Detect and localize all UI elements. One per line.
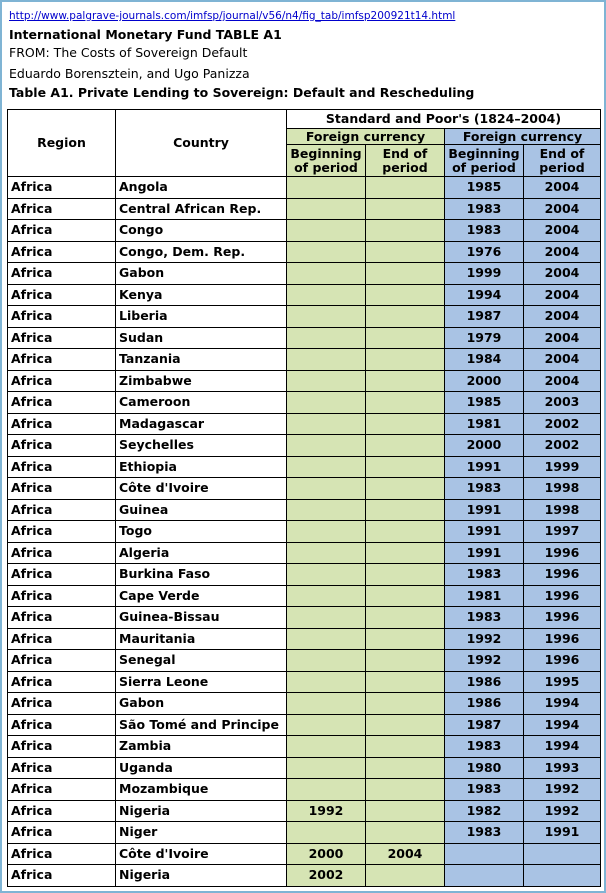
fc-beginning-cell-right: 1976 [445, 241, 524, 263]
fc-end-cell-left [366, 585, 445, 607]
country-cell: Senegal [116, 650, 287, 672]
default-rescheduling-table [7, 109, 601, 887]
fc-end-cell-right: 2004 [524, 306, 601, 328]
fc-beginning-cell-left [287, 370, 366, 392]
fc-beginning-cell-right [445, 865, 524, 887]
fc-beginning-cell-right: 1983 [445, 564, 524, 586]
region-cell: Africa [8, 843, 116, 865]
table-row [8, 499, 601, 521]
fc-end-cell-right: 1996 [524, 585, 601, 607]
fc-beginning-cell-left [287, 198, 366, 220]
document-title: International Monetary Fund TABLE A1 [9, 27, 282, 42]
region-cell: Africa [8, 693, 116, 715]
fc-end-cell-left [366, 779, 445, 801]
header-row-group [8, 110, 601, 129]
fc-end-cell-left [366, 865, 445, 887]
region-cell: Africa [8, 607, 116, 629]
country-cell: Uganda [116, 757, 287, 779]
fc-end-cell-right: 2004 [524, 263, 601, 285]
table-row [8, 607, 601, 629]
country-cell: Togo [116, 521, 287, 543]
fc-beginning-cell-right: 1987 [445, 306, 524, 328]
fc-beginning-cell-left [287, 521, 366, 543]
fc-end-cell-right: 1994 [524, 714, 601, 736]
fc-end-cell-right: 2004 [524, 241, 601, 263]
region-cell: Africa [8, 800, 116, 822]
fc-beginning-cell-right: 1991 [445, 499, 524, 521]
fc-beginning-cell-left [287, 327, 366, 349]
region-cell: Africa [8, 650, 116, 672]
region-cell: Africa [8, 263, 116, 285]
country-cell: Liberia [116, 306, 287, 328]
end-right-line1: End of [539, 145, 585, 161]
fc-end-cell-left [366, 284, 445, 306]
fc-beginning-cell-right: 1991 [445, 456, 524, 478]
region-cell: Africa [8, 542, 116, 564]
region-cell: Africa [8, 628, 116, 650]
table-row [8, 693, 601, 715]
fc-end-cell-right: 2002 [524, 413, 601, 435]
country-cell: Algeria [116, 542, 287, 564]
beginning-left-line2: of period [294, 159, 358, 175]
region-cell: Africa [8, 865, 116, 887]
foreign-currency-header-left: Foreign currency [287, 129, 445, 145]
authors-line: Eduardo Borensztein, and Ugo Panizza [9, 66, 250, 81]
fc-end-cell-right: 1996 [524, 607, 601, 629]
fc-end-cell-right: 1993 [524, 757, 601, 779]
fc-end-cell-right: 1998 [524, 478, 601, 500]
region-cell: Africa [8, 736, 116, 758]
fc-beginning-cell-right: 1992 [445, 650, 524, 672]
fc-end-cell-right: 1996 [524, 542, 601, 564]
fc-end-cell-left [366, 327, 445, 349]
country-cell: Central African Rep. [116, 198, 287, 220]
fc-end-cell-right: 2004 [524, 284, 601, 306]
fc-beginning-cell-left [287, 306, 366, 328]
country-cell: Côte d'Ivoire [116, 478, 287, 500]
region-cell: Africa [8, 671, 116, 693]
fc-beginning-cell-right: 1981 [445, 413, 524, 435]
region-cell: Africa [8, 456, 116, 478]
region-cell: Africa [8, 413, 116, 435]
foreign-currency-header-right: Foreign currency [445, 129, 601, 145]
fc-end-cell-right: 1994 [524, 693, 601, 715]
region-cell: Africa [8, 435, 116, 457]
fc-beginning-cell-right: 1983 [445, 220, 524, 242]
country-cell: Mozambique [116, 779, 287, 801]
fc-end-cell-right: 2004 [524, 370, 601, 392]
sp-group-header: Standard and Poor's (1824–2004) [287, 110, 601, 129]
fc-beginning-cell-left [287, 177, 366, 199]
fc-beginning-cell-right: 1985 [445, 392, 524, 414]
fc-end-cell-left [366, 542, 445, 564]
country-cell: Kenya [116, 284, 287, 306]
fc-beginning-cell-right: 1982 [445, 800, 524, 822]
fc-beginning-cell-left [287, 714, 366, 736]
fc-end-cell-left [366, 693, 445, 715]
region-cell: Africa [8, 757, 116, 779]
region-cell: Africa [8, 284, 116, 306]
region-cell: Africa [8, 822, 116, 844]
fc-beginning-cell-right: 1983 [445, 607, 524, 629]
fc-end-cell-left [366, 177, 445, 199]
fc-beginning-cell-right: 1984 [445, 349, 524, 371]
fc-beginning-cell-left [287, 736, 366, 758]
fc-end-cell-right: 2003 [524, 392, 601, 414]
country-cell: Nigeria [116, 865, 287, 887]
source-url-link[interactable]: http://www.palgrave-journals.com/imfsp/journal/v56/n4/fig_tab/imfsp200921t14.html [9, 10, 456, 22]
fc-beginning-cell-left [287, 822, 366, 844]
table-row [8, 306, 601, 328]
fc-beginning-cell-left [287, 779, 366, 801]
region-cell: Africa [8, 198, 116, 220]
fc-beginning-cell-right: 1983 [445, 478, 524, 500]
country-cell: Sudan [116, 327, 287, 349]
region-column-header: Region [8, 110, 116, 177]
fc-end-cell-left [366, 499, 445, 521]
table-row [8, 198, 601, 220]
table-row [8, 220, 601, 242]
table-row [8, 478, 601, 500]
fc-beginning-cell-right: 1986 [445, 671, 524, 693]
country-cell: Seychelles [116, 435, 287, 457]
fc-end-cell-right [524, 865, 601, 887]
fc-end-cell-right: 1996 [524, 628, 601, 650]
fc-end-cell-right: 2004 [524, 327, 601, 349]
fc-beginning-cell-right: 1985 [445, 177, 524, 199]
fc-beginning-cell-left [287, 607, 366, 629]
fc-end-cell-left [366, 521, 445, 543]
fc-beginning-cell-left [287, 263, 366, 285]
fc-beginning-cell-left [287, 671, 366, 693]
beginning-right-line1: Beginning [448, 145, 520, 161]
region-cell: Africa [8, 585, 116, 607]
fc-end-cell-left [366, 822, 445, 844]
fc-beginning-cell-right: 1991 [445, 521, 524, 543]
fc-beginning-cell-left [287, 435, 366, 457]
fc-end-cell-left [366, 220, 445, 242]
region-cell: Africa [8, 241, 116, 263]
table-row [8, 263, 601, 285]
table-row [8, 822, 601, 844]
table-row [8, 435, 601, 457]
region-cell: Africa [8, 714, 116, 736]
fc-beginning-cell-right: 1991 [445, 542, 524, 564]
table-row [8, 757, 601, 779]
fc-end-cell-left [366, 370, 445, 392]
table-row [8, 585, 601, 607]
fc-end-cell-right: 1994 [524, 736, 601, 758]
fc-beginning-cell-left [287, 413, 366, 435]
table-row [8, 349, 601, 371]
fc-end-cell-left [366, 650, 445, 672]
fc-beginning-cell-left [287, 499, 366, 521]
fc-beginning-cell-left [287, 478, 366, 500]
country-cell: São Tomé and Principe [116, 714, 287, 736]
region-cell: Africa [8, 564, 116, 586]
fc-end-cell-left: 2004 [366, 843, 445, 865]
fc-beginning-cell-left [287, 757, 366, 779]
table-row [8, 650, 601, 672]
region-cell: Africa [8, 349, 116, 371]
table-row [8, 241, 601, 263]
fc-beginning-cell-left [287, 585, 366, 607]
fc-end-cell-left [366, 478, 445, 500]
fc-end-cell-right: 2004 [524, 198, 601, 220]
country-cell: Guinea [116, 499, 287, 521]
fc-beginning-cell-left [287, 693, 366, 715]
country-cell: Sierra Leone [116, 671, 287, 693]
fc-end-cell-left [366, 349, 445, 371]
fc-beginning-cell-right: 1999 [445, 263, 524, 285]
fc-end-cell-right: 1998 [524, 499, 601, 521]
fc-end-cell-left [366, 736, 445, 758]
fc-end-cell-left [366, 413, 445, 435]
fc-beginning-cell-left [287, 241, 366, 263]
fc-beginning-cell-right: 1983 [445, 779, 524, 801]
table-row [8, 370, 601, 392]
fc-beginning-cell-right: 1992 [445, 628, 524, 650]
fc-beginning-cell-right: 1983 [445, 736, 524, 758]
country-cell: Ethiopia [116, 456, 287, 478]
beginning-left-line1: Beginning [290, 145, 362, 161]
fc-beginning-cell-left [287, 456, 366, 478]
end-left-line2: period [382, 159, 428, 175]
region-cell: Africa [8, 779, 116, 801]
fc-beginning-cell-right: 1986 [445, 693, 524, 715]
table-row [8, 392, 601, 414]
source-line: FROM: The Costs of Sovereign Default [9, 45, 248, 60]
table-row [8, 714, 601, 736]
table-row [8, 284, 601, 306]
fc-beginning-cell-right: 1980 [445, 757, 524, 779]
country-cell: Gabon [116, 693, 287, 715]
fc-end-cell-right: 1997 [524, 521, 601, 543]
table-row [8, 843, 601, 865]
table-row [8, 521, 601, 543]
fc-end-cell-right: 2004 [524, 177, 601, 199]
fc-end-cell-right [524, 843, 601, 865]
fc-end-cell-left [366, 628, 445, 650]
country-cell: Burkina Faso [116, 564, 287, 586]
region-cell: Africa [8, 521, 116, 543]
country-cell: Gabon [116, 263, 287, 285]
table-row [8, 177, 601, 199]
country-cell: Niger [116, 822, 287, 844]
country-cell: Cameroon [116, 392, 287, 414]
fc-end-cell-right: 1992 [524, 800, 601, 822]
beginning-period-header-left [287, 145, 366, 177]
country-cell: Madagascar [116, 413, 287, 435]
table-row [8, 564, 601, 586]
fc-beginning-cell-right: 1994 [445, 284, 524, 306]
fc-beginning-cell-left [287, 650, 366, 672]
fc-end-cell-left [366, 263, 445, 285]
fc-beginning-cell-right: 1983 [445, 198, 524, 220]
end-right-line2: period [539, 159, 585, 175]
document-header [9, 8, 604, 102]
table-row [8, 542, 601, 564]
fc-end-cell-left [366, 198, 445, 220]
table-row [8, 413, 601, 435]
fc-beginning-cell-left [287, 349, 366, 371]
fc-beginning-cell-left: 2000 [287, 843, 366, 865]
fc-beginning-cell-right: 2000 [445, 435, 524, 457]
fc-end-cell-right: 1995 [524, 671, 601, 693]
fc-end-cell-left [366, 800, 445, 822]
country-cell: Guinea-Bissau [116, 607, 287, 629]
table-row [8, 800, 601, 822]
fc-end-cell-left [366, 671, 445, 693]
fc-beginning-cell-left [287, 542, 366, 564]
table-row [8, 865, 601, 887]
fc-beginning-cell-left [287, 564, 366, 586]
country-cell: Tanzania [116, 349, 287, 371]
fc-beginning-cell-left [287, 284, 366, 306]
fc-end-cell-right: 1996 [524, 564, 601, 586]
country-cell: Congo, Dem. Rep. [116, 241, 287, 263]
end-period-header-left [366, 145, 445, 177]
fc-beginning-cell-right: 1983 [445, 822, 524, 844]
fc-beginning-cell-right: 2000 [445, 370, 524, 392]
fc-end-cell-right: 2004 [524, 220, 601, 242]
country-cell: Nigeria [116, 800, 287, 822]
table-title: Table A1. Private Lending to Sovereign: Default and Rescheduling [9, 85, 475, 100]
end-period-header-right [524, 145, 601, 177]
fc-beginning-cell-right: 1987 [445, 714, 524, 736]
country-cell: Zambia [116, 736, 287, 758]
region-cell: Africa [8, 478, 116, 500]
fc-end-cell-left [366, 241, 445, 263]
table-row [8, 736, 601, 758]
fc-end-cell-left [366, 564, 445, 586]
fc-end-cell-left [366, 714, 445, 736]
country-cell: Zimbabwe [116, 370, 287, 392]
fc-end-cell-right: 1999 [524, 456, 601, 478]
fc-beginning-cell-left: 1992 [287, 800, 366, 822]
country-cell: Cape Verde [116, 585, 287, 607]
fc-beginning-cell-left [287, 628, 366, 650]
fc-end-cell-right: 1992 [524, 779, 601, 801]
fc-beginning-cell-right: 1979 [445, 327, 524, 349]
fc-end-cell-left [366, 607, 445, 629]
fc-beginning-cell-left [287, 392, 366, 414]
fc-end-cell-right: 2004 [524, 349, 601, 371]
region-cell: Africa [8, 327, 116, 349]
country-cell: Côte d'Ivoire [116, 843, 287, 865]
region-cell: Africa [8, 220, 116, 242]
country-column-header: Country [116, 110, 287, 177]
table-row [8, 779, 601, 801]
table-row [8, 327, 601, 349]
fc-end-cell-left [366, 757, 445, 779]
fc-beginning-cell-left: 2002 [287, 865, 366, 887]
end-left-line1: End of [382, 145, 428, 161]
fc-end-cell-right: 1991 [524, 822, 601, 844]
fc-end-cell-left [366, 435, 445, 457]
country-cell: Angola [116, 177, 287, 199]
beginning-period-header-right [445, 145, 524, 177]
fc-end-cell-right: 2002 [524, 435, 601, 457]
region-cell: Africa [8, 392, 116, 414]
country-cell: Congo [116, 220, 287, 242]
fc-beginning-cell-right [445, 843, 524, 865]
region-cell: Africa [8, 370, 116, 392]
fc-end-cell-right: 1996 [524, 650, 601, 672]
fc-beginning-cell-left [287, 220, 366, 242]
beginning-right-line2: of period [452, 159, 516, 175]
country-cell: Mauritania [116, 628, 287, 650]
fc-end-cell-left [366, 392, 445, 414]
region-cell: Africa [8, 499, 116, 521]
region-cell: Africa [8, 177, 116, 199]
table-row [8, 671, 601, 693]
region-cell: Africa [8, 306, 116, 328]
table-row [8, 628, 601, 650]
fc-end-cell-left [366, 456, 445, 478]
fc-end-cell-left [366, 306, 445, 328]
fc-beginning-cell-right: 1981 [445, 585, 524, 607]
table-row [8, 456, 601, 478]
